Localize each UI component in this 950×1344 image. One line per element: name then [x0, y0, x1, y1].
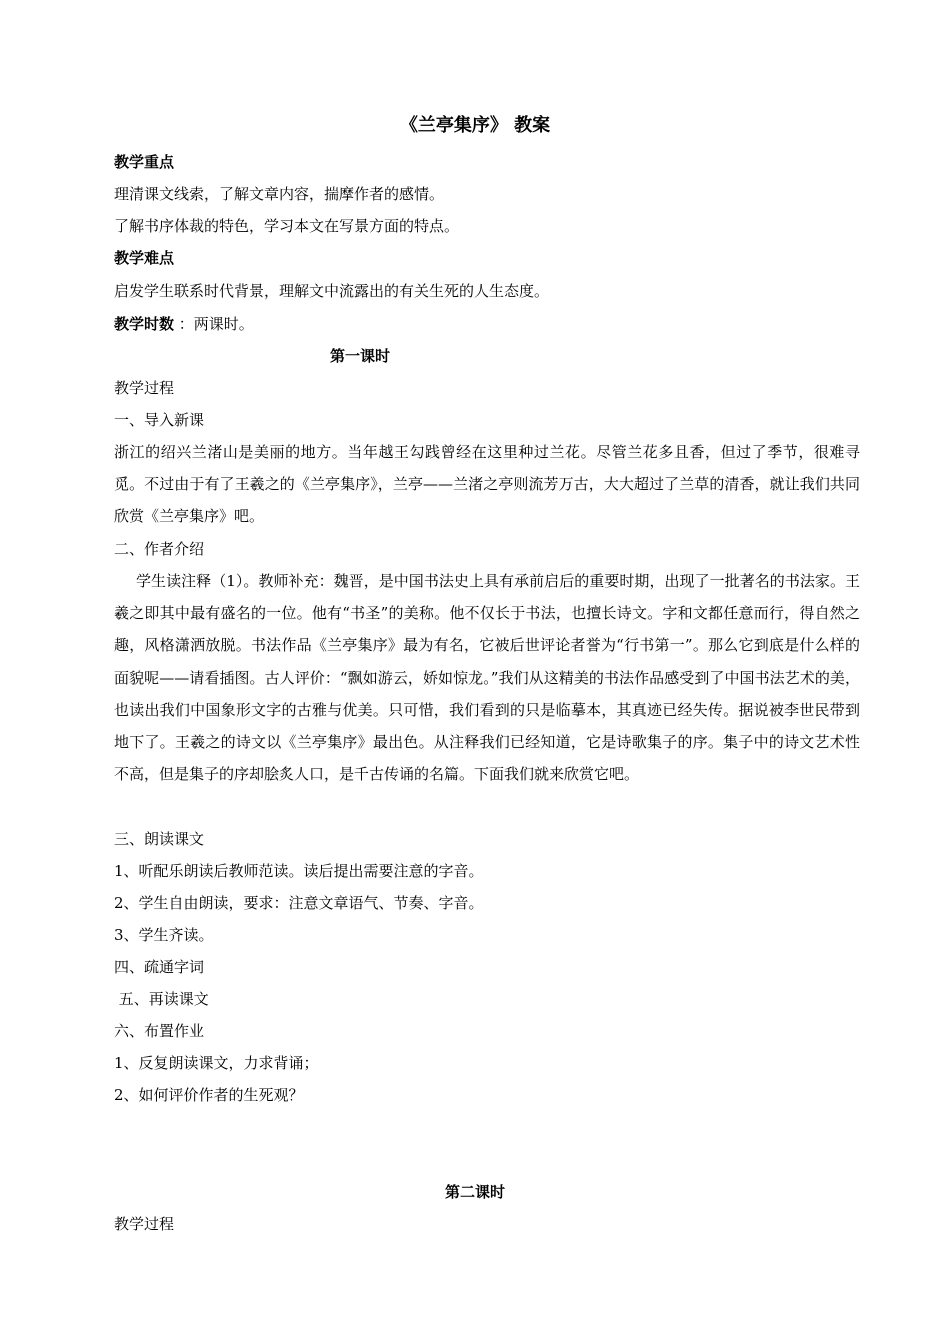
section4-heading: 四、疏通字词 — [114, 958, 205, 976]
key-points-heading: 教学重点 — [114, 153, 175, 171]
section3-item: 3、学生齐读。 — [114, 926, 214, 944]
teaching-hours — [114, 308, 860, 340]
section5-heading: 五、再读课文 — [114, 990, 209, 1008]
section3-item: 2、学生自由朗读，要求：注意文章语气、节奏、字音。 — [114, 894, 484, 912]
difficulties-heading: 教学难点 — [114, 249, 175, 267]
teaching-hours-value: ：两课时。 — [174, 315, 254, 333]
section6-item: 1、反复朗读课文，力求背诵； — [114, 1054, 319, 1072]
lesson1-process-label: 教学过程 — [114, 379, 175, 397]
section3-item: 1、听配乐朗读后教师范读。读后提出需要注意的字音。 — [114, 862, 484, 880]
section1-text: 浙江的绍兴兰渚山是美丽的地方。当年越王勾践曾经在这里种过兰花。尽管兰花多且香，但过了季节，很难寻觅。不过由于有了王羲之的《兰亭集序》，兰亭——兰渚之亭则流芳万古，大大超过了兰草的清香，就让我们共同欣赏《兰亭集序》吧。 — [114, 443, 860, 526]
section2-heading: 二、作者介绍 — [114, 540, 205, 558]
section6-item: 2、如何评价作者的生死观？ — [114, 1086, 304, 1104]
document-title: 《兰亭集序》 教案 — [399, 115, 551, 136]
lesson2-heading: 第二课时 — [444, 1183, 505, 1201]
lesson2-process-label: 教学过程 — [114, 1215, 175, 1233]
section3-heading: 三、朗读课文 — [114, 830, 205, 848]
difficulty-item: 启发学生联系时代背景，理解文中流露出的有关生死的人生态度。 — [114, 282, 550, 300]
section2-text: 学生读注释（1）。教师补充：魏晋，是中国书法史上具有承前启后的重要时期，出现了一批著名的书法家。王羲之即其中最有盛名的一位。他有“书圣”的美称。他不仅长于书法，也擅长诗文。字和文都任意而行，得自然之趣，风格潇洒放脱。书法作品《兰亭集序》最为有名，它被后世评论者誉为“行书第一”。那么它到底是什么样的面貌呢——请看插图。古人评价：“飘如游云，娇如惊龙。”我们从这精美的书法作品感受到了中国书法艺术的美，也读出我们中国象形文字的古雅与优美。只可惜，我们看到的只是临摹本，其真迹已经失传。据说被李世民带到地下了。王羲之的诗文以《兰亭集序》最出色。从注释我们已经知道，它是诗歌集子的序。集子中的诗文艺术性不高，但是集子的序却脍炙人口，是千古传诵的名篇。下面我们就来欣赏它吧。 — [114, 572, 860, 784]
lesson1-heading: 第一课时 — [329, 347, 390, 365]
key-point-item: 理清课文线索，了解文章内容，揣摩作者的感情。 — [114, 185, 445, 203]
section6-heading: 六、布置作业 — [114, 1022, 205, 1040]
teaching-hours-label: 教学时数 — [114, 315, 175, 333]
section1-heading: 一、导入新课 — [114, 411, 205, 429]
key-point-item: 了解书序体裁的特色，学习本文在写景方面的特点。 — [114, 217, 460, 235]
